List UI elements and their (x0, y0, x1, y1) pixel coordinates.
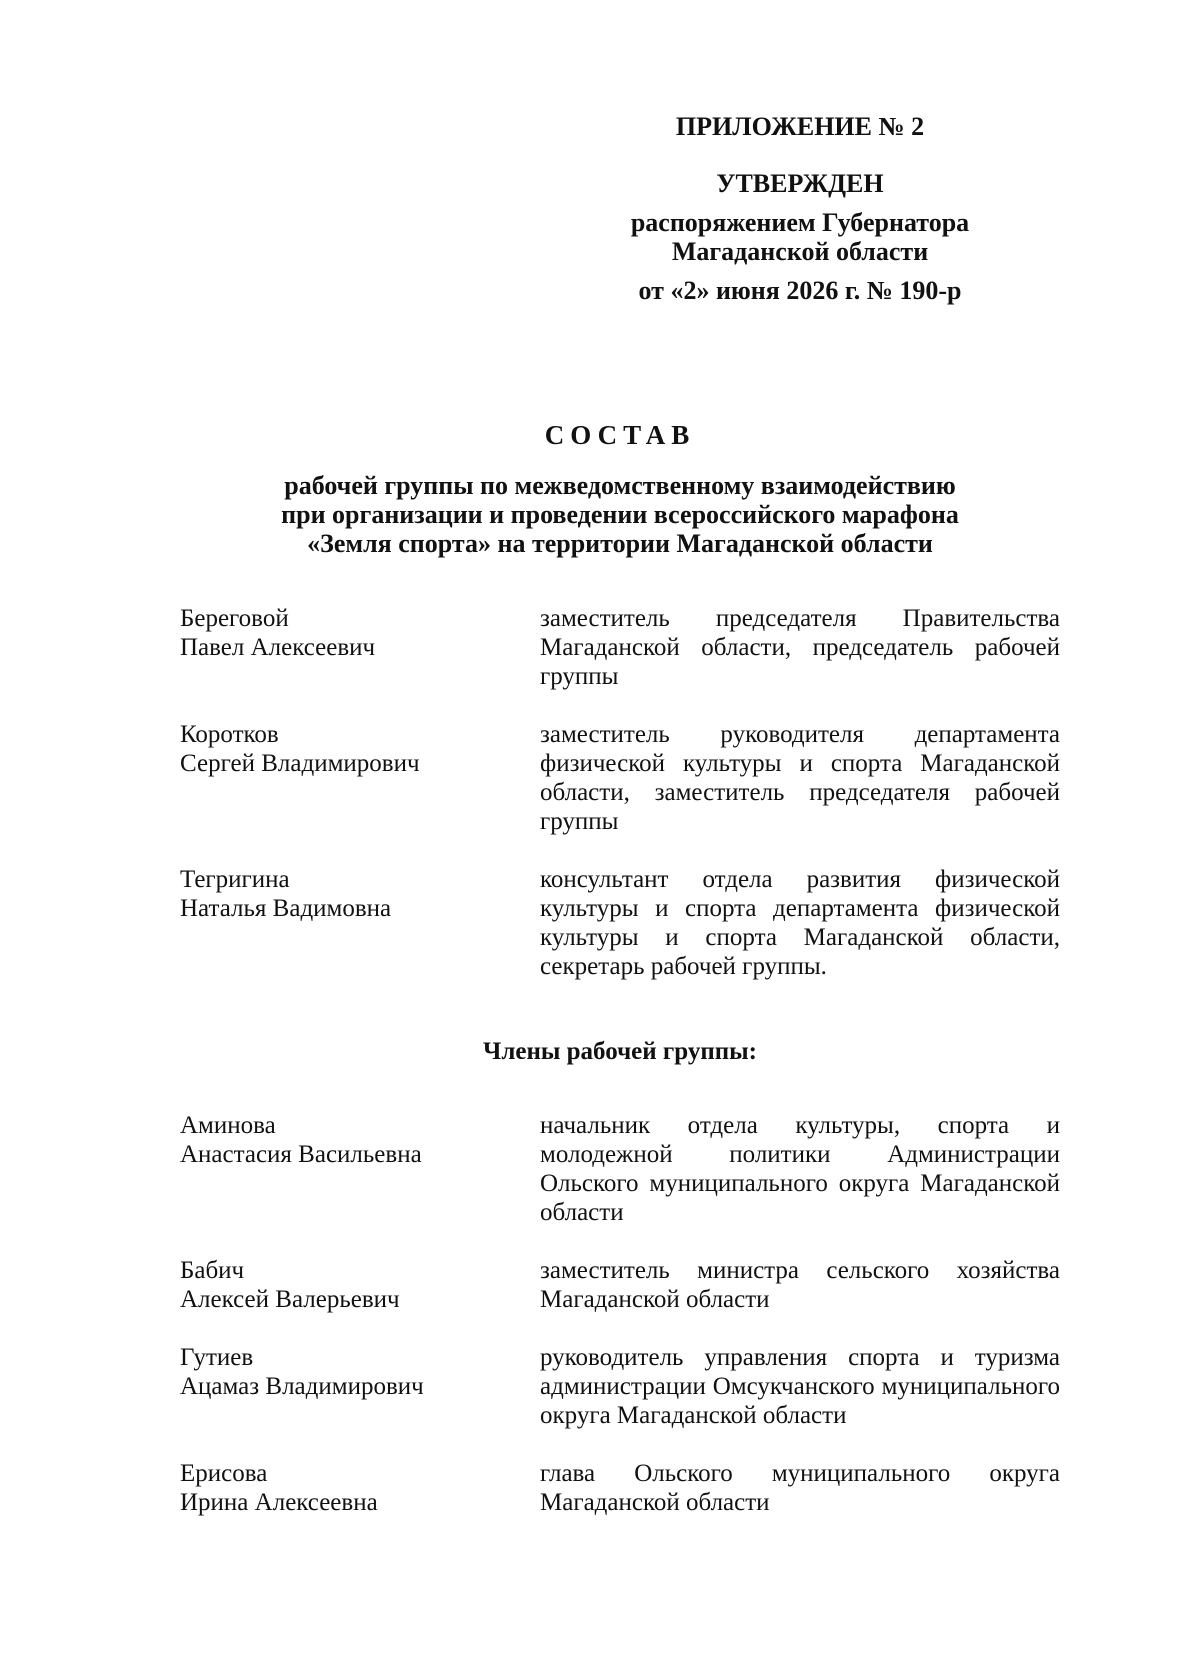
given-name: Павел Алексеевич (180, 634, 376, 661)
surname: Береговой (180, 605, 289, 632)
person-name (180, 1459, 540, 1517)
person-name (180, 1256, 540, 1314)
list-item (180, 865, 1060, 981)
given-name: Сергей Владимирович (180, 750, 420, 777)
person-role: заместитель министра сельского хозяйства Магаданской области (540, 1257, 1060, 1313)
list-item (180, 1459, 1060, 1517)
subtitle-line-3: «Земля спорта» на территории Магаданской области (307, 529, 933, 558)
given-name: Алексей Валерьевич (180, 1286, 400, 1313)
person-name (180, 720, 540, 836)
leadership-list (180, 604, 1060, 1010)
person-role: заместитель руководителя департамента физической культуры и спорта Магаданской области, заместитель председателя рабочей группы (540, 721, 1060, 835)
order-date-number: от «2» июня 2026 г. № 190-р (638, 276, 962, 305)
title-heading: СОСТАВ (544, 420, 696, 450)
issuer-line-1: распоряжением Губернатора (630, 208, 970, 237)
approval-block (600, 112, 1000, 305)
document-title (170, 420, 1070, 558)
list-item (180, 604, 1060, 691)
given-name: Ацамаз Владимирович (180, 1373, 424, 1400)
person-name (180, 1111, 540, 1227)
person-role: начальник отдела культуры, спорта и молодежной политики Администрации Ольского муниципального округа Магаданской области (540, 1112, 1060, 1226)
person-name (180, 1343, 540, 1430)
person-role: консультант отдела развития физической культуры и спорта департамента физической культуры и спорта Магаданской области, секретарь рабочей группы. (540, 866, 1060, 980)
surname: Гутиев (180, 1344, 254, 1371)
given-name: Анастасия Васильевна (180, 1141, 422, 1168)
issuer-line-2: Магаданской области (671, 237, 929, 266)
subtitle-line-1: рабочей группы по межведомственному взаимодействию (284, 471, 956, 500)
list-item (180, 1256, 1060, 1314)
person-name (180, 865, 540, 981)
list-item (180, 1343, 1060, 1430)
members-list (180, 1111, 1060, 1546)
list-item (180, 720, 1060, 836)
list-item (180, 1111, 1060, 1227)
given-name: Наталья Вадимовна (180, 895, 392, 922)
subtitle-line-2: при организации и проведении всероссийского марафона (281, 500, 959, 529)
surname: Коротков (180, 721, 279, 748)
person-name (180, 604, 540, 691)
members-heading: Члены рабочей группы: (483, 1038, 757, 1065)
person-role: руководитель управления спорта и туризма администрации Омсукчанского муниципального округа Магаданской области (540, 1344, 1060, 1429)
approved-label: УТВЕРЖДЕН (716, 169, 884, 198)
surname: Аминова (180, 1112, 276, 1139)
annex-label: ПРИЛОЖЕНИЕ № 2 (675, 112, 925, 141)
title-subtitle (170, 471, 1070, 558)
surname: Бабич (180, 1257, 245, 1284)
issuer-text (600, 208, 1000, 266)
surname: Тегригина (180, 866, 290, 893)
person-role: глава Ольского муниципального округа Магаданской области (540, 1460, 1060, 1516)
given-name: Ирина Алексеевна (180, 1489, 378, 1516)
person-role: заместитель председателя Правительства Магаданской области, председатель рабочей группы (540, 605, 1060, 690)
surname: Ерисова (180, 1460, 268, 1487)
